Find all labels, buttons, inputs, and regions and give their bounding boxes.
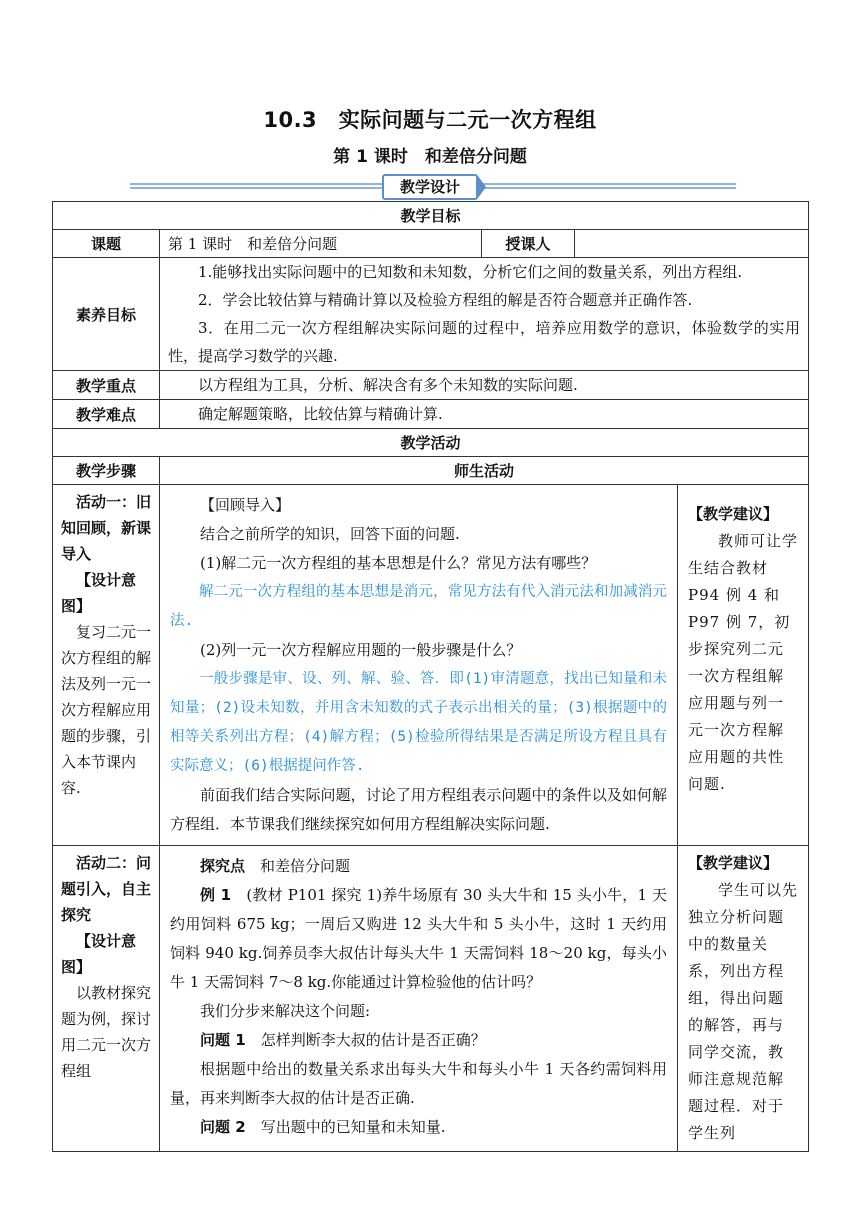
step-intro: 我们分步来解决这个问题: bbox=[200, 1002, 371, 1020]
activity1-design-text: 复习二元一次方程组的解法及列一元一次方程解应用题的步骤，引入本节课内容. bbox=[61, 623, 152, 797]
topic-label: 课题 bbox=[53, 230, 160, 258]
lesson-title: 10.3 实际问题与二元一次方程组 bbox=[263, 108, 597, 132]
activity1-suggest-label: 【教学建议】 bbox=[688, 505, 779, 523]
activities-header: 教学活动 bbox=[53, 429, 809, 457]
activity1-suggest-text: 教师可让学生结合教材P94 例 4 和 P97 例 7，初步探究列二元一次方程组解应用题与列一元一次方程解应用题的共性问题. bbox=[688, 532, 799, 793]
literacy-goal-3: 3．在用二元一次方程组解决实际问题的过程中，培养应用数学的意识，体验数学的实用性，提高学习数学的兴趣. bbox=[168, 319, 800, 365]
teacher-student-label: 师生活动 bbox=[160, 457, 809, 485]
activity1-steps bbox=[53, 485, 160, 846]
lesson-subtitle: 第 1 课时 和差倍分问题 bbox=[333, 147, 527, 167]
activity1-intro: 结合之前所学的知识，回答下面的问题. bbox=[200, 525, 460, 543]
activity1-section: 【回顾导入】 bbox=[200, 496, 291, 514]
literacy-goals bbox=[160, 258, 809, 371]
activity1-answer-2: 一般步骤是审、设、列、解、验、答．即(1)审清题意，找出已知量和未知量；(2)设未知数，并用含未知数的式子表示出相关的量；(3)根据题中的相等关系列出方程；(4)解方程；(5)检验所得结果是否满足所设方程且具有实际意义；(6)根据提问作答. bbox=[170, 671, 667, 774]
explore-label: 探究点 bbox=[200, 857, 246, 875]
activity2-suggest-label: 【教学建议】 bbox=[688, 854, 779, 872]
activity1-content bbox=[160, 485, 678, 846]
activity1-title: 活动一：旧知回顾，新课导入 bbox=[61, 493, 152, 563]
question-1-label: 问题 1 bbox=[200, 1031, 246, 1049]
activity2-suggestion bbox=[678, 846, 809, 1152]
activity1-question-1: (1)解二元一次方程组的基本思想是什么？常见方法有哪些？ bbox=[200, 554, 597, 572]
teacher-value bbox=[575, 230, 809, 258]
difficulty-value: 确定解题策略，比较估算与精确计算. bbox=[160, 400, 809, 429]
key-point-value: 以方程组为工具，分析、解决含有多个未知数的实际问题. bbox=[160, 371, 809, 400]
activity2-steps bbox=[53, 846, 160, 1152]
activity2-design-text: 以教材探究题为例，探讨用二元一次方程组 bbox=[61, 984, 152, 1080]
activity2-suggest-text: 学生可以先独立分析问题中的数量关系，列出方程组，得出问题的解答，再与同学交流，教师注意规范解题过程．对于学生列 bbox=[688, 881, 799, 1142]
activity2-design-label: 【设计意图】 bbox=[61, 932, 137, 976]
section-banner: 教学设计 bbox=[382, 174, 478, 200]
key-point-label: 教学重点 bbox=[53, 371, 160, 400]
activity2-title: 活动二：问题引入，自主探究 bbox=[61, 854, 152, 924]
example-label: 例 1 bbox=[200, 886, 232, 904]
question-2-text: 写出题中的已知量和未知量. bbox=[260, 1118, 446, 1136]
literacy-goal-2: 2．学会比较估算与精确计算以及检验方程组的解是否符合题意并正确作答. bbox=[198, 291, 693, 309]
explore-title: 和差倍分问题 bbox=[260, 857, 351, 875]
activity1-answer-1: 解二元一次方程组的基本思想是消元，常见方法有代入消元法和加减消元法. bbox=[170, 584, 667, 629]
activity2-content bbox=[160, 846, 678, 1152]
steps-label: 教学步骤 bbox=[53, 457, 160, 485]
literacy-goal-1: 1.能够找出实际问题中的已知数和未知数，分析它们之间的数量关系，列出方程组. bbox=[198, 263, 743, 281]
activity1-design-label: 【设计意图】 bbox=[61, 571, 137, 615]
topic-value: 第 1 课时 和差倍分问题 bbox=[160, 230, 482, 258]
activity1-question-2: (2)列一元一次方程解应用题的一般步骤是什么？ bbox=[200, 641, 522, 659]
question-2-label: 问题 2 bbox=[200, 1118, 246, 1136]
activity1-suggestion bbox=[678, 485, 809, 846]
literacy-label: 素养目标 bbox=[53, 258, 160, 371]
question-1-answer: 根据题中给出的数量关系求出每头大牛和每头小牛 1 天各约需饲料用量，再来判断李大叔的估计是否正确. bbox=[170, 1060, 667, 1107]
example-text: (教材 P101 探究 1)养牛场原有 30 头大牛和 15 头小牛，1 天约用饲料 675 kg；一周后又购进 12 头大牛和 5 头小牛，这时 1 天约用饲料 940 kg.饲养员李大叔估计每头大牛 1 天需饲料 18～20 kg，每头小牛 1 天需饲料 7～8 kg.你能通过计算检验他的估计吗？ bbox=[170, 886, 667, 991]
teacher-label: 授课人 bbox=[482, 230, 575, 258]
goals-header: 教学目标 bbox=[53, 202, 809, 230]
difficulty-label: 教学难点 bbox=[53, 400, 160, 429]
activity1-outro: 前面我们结合实际问题，讨论了用方程组表示问题中的条件以及如何解方程组．本节课我们继续探究如何用方程组解决实际问题. bbox=[170, 786, 667, 833]
banner-tail bbox=[478, 176, 486, 198]
question-1-text: 怎样判断李大叔的估计是否正确？ bbox=[260, 1031, 486, 1049]
lesson-plan-table bbox=[52, 201, 809, 1152]
